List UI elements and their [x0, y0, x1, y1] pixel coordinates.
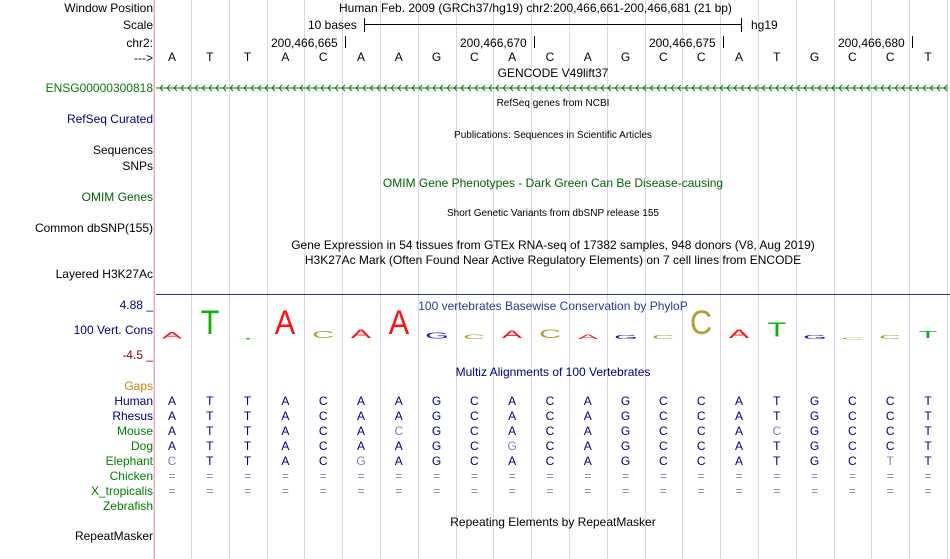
conservation-logo-letter: A — [728, 327, 750, 341]
aligned-base: G — [620, 394, 631, 408]
reference-base: A — [508, 50, 517, 64]
aligned-base: G — [431, 394, 442, 408]
assembly-position-text: Human Feb. 2009 (GRCh37/hg19) chr2:200,466,661-200,466,681 (21 bp) — [339, 1, 732, 15]
aligned-base: C — [318, 439, 328, 453]
dbsnp-track-title: Short Genetic Variants from dbSNP release 155 — [447, 208, 659, 219]
coordinate-tick — [912, 36, 913, 48]
aligned-base: G — [431, 409, 442, 423]
strand-arrow-label: ---> — [134, 51, 153, 65]
aligned-base: C — [848, 394, 857, 408]
aligned-base: = — [470, 484, 478, 498]
reference-base: A — [734, 50, 743, 64]
aligned-base: = — [811, 484, 819, 498]
aligned-base: = — [395, 469, 403, 483]
aligned-base: A — [281, 454, 290, 468]
species-alignment-row — [156, 499, 950, 513]
aligned-base: G — [809, 409, 820, 423]
aligned-base: C — [545, 424, 555, 438]
conservation-logo-letter: C — [690, 304, 713, 342]
repeatmasker-track-title: Repeating Elements by RepeatMasker — [450, 515, 656, 529]
aligned-base: C — [885, 394, 895, 408]
aligned-base: C — [885, 439, 895, 453]
aligned-base: = — [659, 484, 667, 498]
aligned-base: A — [394, 409, 403, 423]
aligned-base: G — [809, 424, 820, 438]
aligned-base: C — [318, 409, 328, 423]
reference-base: C — [470, 50, 479, 64]
omim-track-label[interactable]: OMIM Genes — [81, 190, 153, 204]
db-name: hg19 — [751, 18, 778, 32]
aligned-base: = — [735, 469, 743, 483]
aligned-base: = — [697, 484, 705, 498]
scale-bar — [364, 24, 742, 25]
aligned-base: A — [734, 439, 743, 453]
aligned-base: G — [809, 454, 820, 468]
aligned-base: C — [659, 394, 668, 408]
aligned-base: C — [659, 424, 668, 438]
aligned-base: C — [545, 394, 555, 408]
dbsnp-track-label[interactable]: Common dbSNP(155) — [34, 221, 153, 235]
aligned-base: C — [885, 424, 895, 438]
aligned-base: = — [546, 484, 554, 498]
aligned-base: G — [507, 439, 517, 453]
aligned-base: A — [734, 394, 743, 408]
reference-base: C — [696, 50, 706, 64]
aligned-base: C — [696, 394, 706, 408]
aligned-base: = — [546, 469, 554, 483]
aligned-base: G — [809, 439, 820, 453]
aligned-base: = — [886, 484, 894, 498]
aligned-base: A — [508, 454, 517, 468]
conservation-logo-letter: G — [802, 334, 827, 341]
aligned-base: T — [243, 394, 252, 408]
aligned-base: = — [584, 484, 592, 498]
aligned-base: T — [773, 439, 781, 453]
coordinate-label: 200,466,675 — [649, 36, 716, 50]
conservation-track-title: 100 vertebrates Basewise Conservation by PhyloP — [418, 299, 688, 313]
species-label[interactable]: Dog — [130, 439, 153, 453]
species-alignment-row — [156, 409, 950, 423]
aligned-base: A — [583, 394, 592, 408]
aligned-base: T — [206, 454, 214, 468]
aligned-base: = — [244, 484, 252, 498]
coordinate-tick — [345, 36, 346, 48]
aligned-base: G — [431, 439, 442, 453]
window-position-label: Window Position — [64, 1, 153, 15]
conservation-logo-letter: C — [879, 334, 902, 341]
conservation-logo-letter: T — [767, 318, 787, 342]
reference-base: T — [773, 50, 781, 64]
conservation-min-label: -4.5 _ — [122, 348, 153, 362]
aligned-base: A — [734, 409, 743, 423]
aligned-base: = — [168, 469, 176, 483]
h3k27ac-track-title: H3K27Ac Mark (Often Found Near Active Regulatory Elements) on 7 cell lines from ENCODE — [304, 253, 802, 267]
aligned-base: = — [848, 469, 856, 483]
aligned-base: G — [620, 439, 631, 453]
coordinate-tick — [534, 36, 535, 48]
aligned-base: = — [470, 469, 478, 483]
conservation-logo-letter: C — [841, 337, 864, 341]
species-alignment-row — [156, 424, 950, 438]
aligned-base: T — [924, 454, 932, 468]
aligned-base: A — [167, 409, 176, 423]
conservation-logo-letter: A — [161, 329, 183, 341]
reference-base: C — [659, 50, 668, 64]
scale-label: Scale — [122, 18, 153, 32]
conservation-logo-letter: C — [652, 334, 675, 341]
aligned-base: C — [848, 439, 857, 453]
aligned-base: = — [433, 469, 441, 483]
aligned-base: C — [885, 409, 895, 423]
species-label[interactable]: Zebrafish — [102, 499, 153, 513]
aligned-base: = — [773, 469, 781, 483]
aligned-base: T — [924, 424, 932, 438]
aligned-base: C — [848, 424, 857, 438]
conservation-logo-letter: A — [388, 304, 410, 342]
aligned-base: = — [848, 484, 856, 498]
aligned-base: = — [622, 484, 630, 498]
conservation-logo-letter: T — [918, 329, 938, 341]
aligned-base: C — [545, 439, 555, 453]
aligned-base: = — [433, 484, 441, 498]
aligned-base: C — [848, 454, 857, 468]
conservation-logo-letter: C — [312, 329, 335, 341]
repeatmasker-track-label[interactable]: RepeatMasker — [74, 529, 153, 543]
species-alignment-row — [156, 394, 950, 408]
reference-base: A — [281, 50, 290, 64]
aligned-base: T — [886, 454, 894, 468]
refseq-track-label[interactable]: RefSeq Curated — [66, 112, 153, 126]
aligned-base: A — [508, 409, 517, 423]
gencode-gene-label[interactable]: ENSG00000300818 — [45, 81, 153, 95]
aligned-base: = — [508, 469, 516, 483]
conservation-track-label[interactable]: 100 Vert. Cons — [73, 323, 153, 337]
aligned-base: A — [356, 409, 365, 423]
aligned-base: T — [773, 454, 781, 468]
aligned-base: A — [167, 424, 176, 438]
reference-base: A — [394, 50, 403, 64]
aligned-base: T — [924, 409, 932, 423]
aligned-base: = — [281, 484, 289, 498]
h3k27ac-track-label[interactable]: Layered H3K27Ac — [55, 267, 153, 281]
conservation-logo-letter: A — [577, 333, 599, 341]
aligned-base: C — [696, 409, 706, 423]
aligned-base: C — [470, 439, 479, 453]
reference-base: C — [545, 50, 555, 64]
aligned-base: T — [243, 424, 252, 438]
snps-track-label[interactable]: SNPs — [122, 159, 153, 173]
aligned-base: C — [470, 424, 479, 438]
aligned-base: T — [924, 439, 932, 453]
reference-base: G — [809, 50, 820, 64]
reference-base: A — [167, 50, 176, 64]
reference-base: G — [620, 50, 631, 64]
publications-track-title: Publications: Sequences in Scientific Articles — [454, 130, 652, 141]
aligned-base: = — [206, 484, 214, 498]
omim-track-title: OMIM Gene Phenotypes - Dark Green Can Be Disease-causing — [382, 176, 724, 190]
aligned-base: T — [206, 409, 214, 423]
coordinate-label: 200,466,670 — [460, 36, 527, 50]
aligned-base: = — [168, 484, 176, 498]
aligned-base: A — [281, 409, 290, 423]
aligned-base: = — [811, 469, 819, 483]
scale-bar-left-tick — [364, 18, 365, 32]
aligned-base: T — [243, 439, 252, 453]
species-alignment-row — [156, 454, 950, 468]
aligned-base: A — [356, 394, 365, 408]
aligned-base: C — [394, 424, 404, 438]
aligned-base: T — [206, 394, 214, 408]
conservation-logo-letter: C — [463, 333, 486, 341]
aligned-base: = — [659, 469, 667, 483]
aligned-base: = — [622, 469, 630, 483]
conservation-top-line — [156, 294, 950, 295]
aligned-base: A — [167, 394, 176, 408]
aligned-base: T — [243, 409, 252, 423]
aligned-base: C — [545, 454, 555, 468]
aligned-base: = — [244, 469, 252, 483]
aligned-base: C — [470, 409, 479, 423]
aligned-base: C — [659, 454, 668, 468]
coordinate-label: 200,466,665 — [271, 36, 338, 50]
aligned-base: C — [470, 454, 479, 468]
aligned-base: = — [281, 469, 289, 483]
species-label[interactable]: X_tropicalis — [90, 484, 153, 498]
conservation-logo-letter: A — [275, 304, 296, 342]
aligned-base: C — [659, 439, 668, 453]
aligned-base: C — [318, 454, 328, 468]
conservation-logo-letter: A — [350, 327, 372, 341]
conservation-logo-letter: G — [424, 331, 449, 341]
aligned-base: = — [886, 469, 894, 483]
coordinate-tick — [723, 36, 724, 48]
aligned-base: C — [696, 424, 706, 438]
aligned-base: = — [206, 469, 214, 483]
aligned-base: A — [281, 394, 290, 408]
gtex-track-title: Gene Expression in 54 tissues from GTEx RNA-seq of 17382 samples, 948 donors (V8, Aug 2019) — [291, 238, 815, 252]
conservation-logo-letter: A — [501, 328, 523, 341]
reference-base: A — [583, 50, 592, 64]
aligned-base: C — [848, 409, 857, 423]
aligned-base: C — [167, 454, 177, 468]
species-label[interactable]: Rhesus — [112, 409, 153, 423]
aligned-base: A — [356, 439, 365, 453]
aligned-base: C — [696, 439, 706, 453]
aligned-base: C — [696, 454, 706, 468]
reference-base: C — [885, 50, 895, 64]
reference-base: C — [848, 50, 857, 64]
aligned-base: A — [394, 454, 403, 468]
aligned-base: A — [583, 454, 592, 468]
scale-text: 10 bases — [308, 18, 357, 32]
aligned-base: G — [620, 454, 631, 468]
aligned-base: A — [583, 409, 592, 423]
aligned-base: T — [206, 424, 214, 438]
aligned-base: G — [620, 424, 631, 438]
species-label[interactable]: Human — [114, 394, 153, 408]
aligned-base: A — [281, 439, 290, 453]
aligned-base: = — [924, 484, 932, 498]
species-alignment-row — [156, 469, 950, 483]
aligned-base: C — [545, 409, 555, 423]
reference-base: T — [924, 50, 932, 64]
aligned-base: A — [167, 439, 176, 453]
aligned-base: = — [924, 469, 932, 483]
aligned-base: A — [281, 424, 290, 438]
aligned-base: = — [735, 484, 743, 498]
reference-base: T — [206, 50, 214, 64]
aligned-base: = — [508, 484, 516, 498]
multiz-track-title: Multiz Alignments of 100 Vertebrates — [455, 365, 651, 379]
aligned-base: = — [697, 469, 705, 483]
aligned-base: T — [924, 394, 932, 408]
species-alignment-row — [156, 484, 950, 498]
sequences-track-label[interactable]: Sequences — [92, 143, 153, 157]
aligned-base: C — [659, 409, 668, 423]
chromosome-label: chr2: — [126, 36, 153, 50]
scale-bar-right-tick — [741, 18, 742, 32]
aligned-base: A — [508, 424, 517, 438]
gencode-track-title: GENCODE V49lift37 — [497, 66, 609, 80]
species-label[interactable]: Elephant — [105, 454, 153, 468]
aligned-base: G — [620, 409, 631, 423]
aligned-base: A — [734, 424, 743, 438]
conservation-logo-letter: T — [200, 304, 220, 342]
species-label[interactable]: Mouse — [116, 424, 153, 438]
gencode-gene-feature[interactable] — [156, 83, 948, 93]
aligned-base: = — [773, 484, 781, 498]
coordinate-label: 200,466,680 — [838, 36, 905, 50]
gaps-label: Gaps — [124, 379, 153, 393]
aligned-base: A — [734, 454, 743, 468]
aligned-base: A — [394, 439, 403, 453]
aligned-base: C — [772, 424, 782, 438]
aligned-base: = — [395, 484, 403, 498]
aligned-base: A — [583, 439, 592, 453]
aligned-base: G — [431, 454, 442, 468]
conservation-logo-letter: T — [238, 337, 257, 341]
aligned-base: G — [809, 394, 820, 408]
aligned-base: C — [470, 394, 479, 408]
aligned-base: A — [394, 394, 403, 408]
aligned-base: = — [584, 469, 592, 483]
species-alignment-row — [156, 439, 950, 453]
aligned-base: = — [319, 469, 327, 483]
aligned-base: T — [206, 439, 214, 453]
aligned-base: T — [243, 454, 252, 468]
aligned-base: A — [356, 424, 365, 438]
reference-base: A — [356, 50, 365, 64]
aligned-base: G — [356, 454, 366, 468]
species-label[interactable]: Chicken — [109, 469, 153, 483]
aligned-base: C — [318, 424, 328, 438]
reference-base: C — [318, 50, 328, 64]
reference-sequence-row — [156, 50, 950, 64]
aligned-base: = — [357, 469, 365, 483]
gridline — [153, 0, 154, 559]
aligned-base: A — [583, 424, 592, 438]
aligned-base: = — [319, 484, 327, 498]
aligned-base: C — [318, 394, 328, 408]
left-label-divider — [154, 0, 155, 559]
conservation-max-label: 4.88 _ — [119, 298, 153, 312]
conservation-logo-letter: C — [538, 327, 562, 341]
conservation-logo-letter: G — [613, 334, 638, 341]
aligned-base: T — [773, 394, 781, 408]
aligned-base: G — [431, 424, 442, 438]
reference-base: G — [431, 50, 442, 64]
aligned-base: = — [357, 484, 365, 498]
aligned-base: A — [508, 394, 517, 408]
refseq-track-title: RefSeq genes from NCBI — [496, 98, 610, 109]
reference-base: T — [243, 50, 252, 64]
aligned-base: T — [773, 409, 781, 423]
